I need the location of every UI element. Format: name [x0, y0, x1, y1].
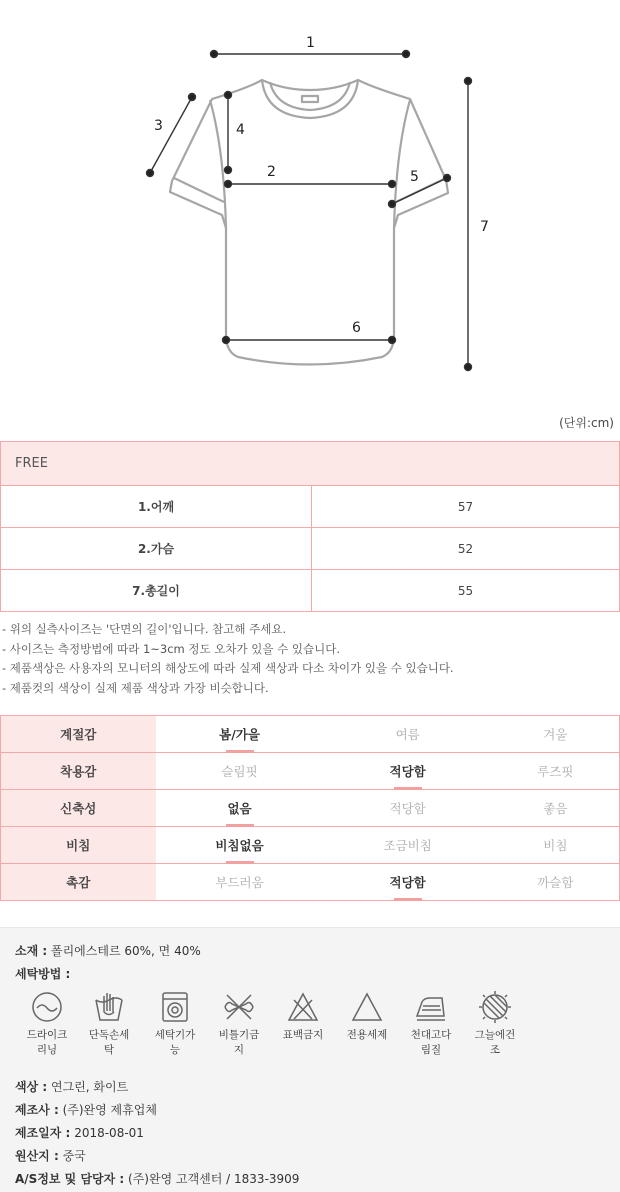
wash-item [209, 990, 269, 1058]
wash-label: 표백금지 [282, 1029, 324, 1041]
measure-label-7: 7 [480, 219, 489, 235]
wash-item [337, 990, 397, 1043]
maker-label: 제조사 : [15, 1103, 59, 1117]
note-line: - 제품컷의 색상이 실제 제품 색상과 가장 비슷합니다. [2, 680, 269, 695]
note-line: - 사이즈는 측정방법에 따라 1~3cm 정도 오차가 있을 수 있습니다. [2, 641, 341, 656]
maker-value: (주)완영 제휴업체 [62, 1103, 157, 1117]
size-notes [2, 620, 454, 698]
iron-with-cloth-icon [414, 990, 448, 1024]
washing-line [15, 965, 70, 982]
feel-option: 겨울 [492, 716, 620, 753]
unit-label: (단위:cm) [559, 416, 614, 430]
measure-line-3 [150, 97, 192, 173]
fit-feel-table [0, 715, 620, 901]
feel-option: 루즈핏 [492, 753, 620, 790]
wash-item [17, 990, 77, 1058]
maker-line [15, 1101, 157, 1118]
measure-label-3: 3 [154, 118, 163, 134]
feel-row-texture [1, 864, 620, 901]
table-row [1, 528, 620, 570]
feel-row-season [1, 716, 620, 753]
feel-option: 조금비침 [324, 827, 492, 864]
wash-label: 단독손세 탁 [88, 1029, 130, 1056]
wash-label: 그늘에건 조 [474, 1029, 516, 1056]
feel-category: 신축성 [1, 790, 156, 827]
feel-row-sheerness [1, 827, 620, 864]
feel-option: 적당함 [324, 790, 492, 827]
no-bleach-icon [286, 990, 320, 1024]
feel-row-stretch [1, 790, 620, 827]
washing-machine-icon [158, 990, 192, 1024]
wash-label: 드라이크 리닝 [26, 1029, 68, 1056]
feel-option: 봄/가을 [156, 716, 324, 753]
measure-label-4: 4 [236, 122, 245, 138]
as-line [15, 1170, 299, 1187]
date-line [15, 1124, 144, 1141]
feel-category: 비침 [1, 827, 156, 864]
origin-label: 원산지 : [15, 1149, 59, 1163]
feel-option: 슬림핏 [156, 753, 324, 790]
note-line: - 위의 실측사이즈는 '단면의 길이'입니다. 참고해 주세요. [2, 622, 287, 636]
size-label: 1.어깨 [1, 486, 312, 528]
measure-label-2: 2 [267, 164, 276, 180]
feel-option: 부드러움 [156, 864, 324, 901]
size-table-header: FREE [1, 442, 620, 486]
feel-option: 없음 [156, 790, 324, 827]
no-wring-icon [222, 990, 256, 1024]
note-line: - 제품색상은 사용자의 모니터의 해상도에 따라 실제 색상과 다소 차이가 있을 수 있습니다. [2, 661, 454, 675]
size-label: 2.가슴 [1, 528, 312, 570]
size-label: 7.총길이 [1, 570, 312, 612]
feel-category: 촉감 [1, 864, 156, 901]
color-label: 색상 : [15, 1080, 48, 1094]
shade-dry-icon [478, 990, 512, 1024]
hand-wash-icon [92, 990, 126, 1024]
measure-line-5 [392, 178, 447, 204]
wash-item [273, 990, 333, 1043]
measure-label-6: 6 [352, 320, 361, 336]
size-value: 57 [312, 486, 620, 528]
table-row [1, 486, 620, 528]
washing-label: 세탁방법 : [15, 967, 71, 981]
as-label: A/S정보 및 담당자 : [15, 1172, 125, 1186]
wash-label: 세탁기가 능 [154, 1029, 196, 1056]
wash-label: 천대고다 림질 [410, 1029, 452, 1056]
wash-label: 비틀기금 지 [218, 1029, 260, 1056]
wash-label: 전용세제 [346, 1029, 388, 1041]
material-value: 폴리에스테르 60%, 면 40% [51, 944, 201, 958]
material-line [15, 942, 201, 959]
color-line [15, 1078, 128, 1095]
feel-option: 적당함 [324, 753, 492, 790]
origin-value: 중국 [62, 1149, 86, 1163]
table-row [1, 570, 620, 612]
feel-option: 적당함 [324, 864, 492, 901]
feel-category: 착용감 [1, 753, 156, 790]
origin-line [15, 1147, 86, 1164]
wash-item [79, 990, 139, 1058]
feel-row-fit [1, 753, 620, 790]
neutral-detergent-icon [350, 990, 384, 1024]
tshirt-outline [170, 80, 448, 365]
product-info-panel [0, 927, 620, 1192]
feel-option: 까슬함 [492, 864, 620, 901]
material-label: 소재 : [15, 944, 48, 958]
feel-category: 계절감 [1, 716, 156, 753]
color-value: 연그린, 화이트 [51, 1080, 129, 1094]
feel-option: 좋음 [492, 790, 620, 827]
size-value: 55 [312, 570, 620, 612]
feel-option: 여름 [324, 716, 492, 753]
date-label: 제조일자 : [15, 1126, 71, 1140]
wash-item [401, 990, 461, 1058]
measure-label-1: 1 [306, 35, 315, 51]
as-value: (주)완영 고객센터 / 1833-3909 [128, 1172, 300, 1186]
size-value: 52 [312, 528, 620, 570]
measure-label-5: 5 [410, 169, 419, 185]
date-value: 2018-08-01 [74, 1126, 144, 1140]
tshirt-measurement-diagram [0, 0, 620, 440]
dry-clean-icon [30, 990, 64, 1024]
feel-option: 비침 [492, 827, 620, 864]
wash-item [465, 990, 525, 1058]
size-table [0, 441, 620, 612]
wash-item [145, 990, 205, 1058]
feel-option: 비침없음 [156, 827, 324, 864]
